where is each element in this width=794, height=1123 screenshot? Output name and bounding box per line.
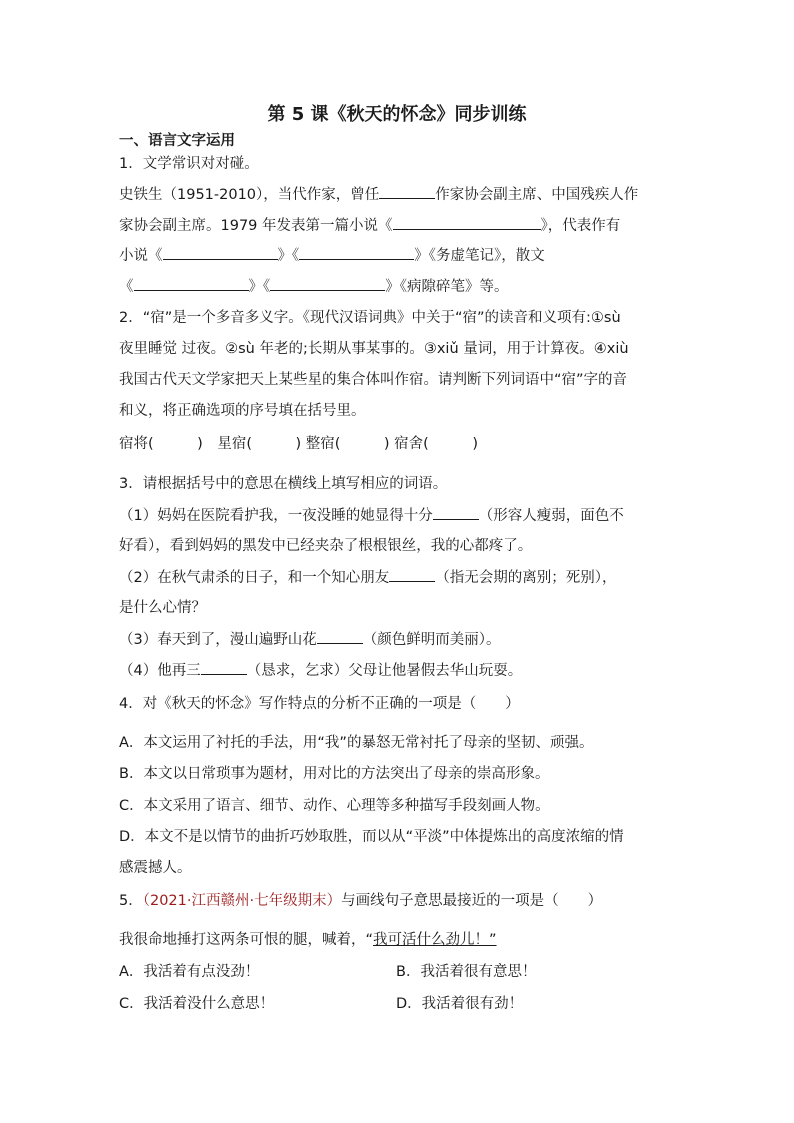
q1-line-2: 家协会副主席。1979 年发表第一篇小说《 》，代表作有 — [119, 215, 620, 236]
q4-option-d[interactable]: D．本文不是以情节的曲折巧妙取胜，而以从“平淡”中体提炼出的高度浓缩的情 — [119, 829, 624, 845]
q3-item-3: （3）春天到了，漫山遍野山花 （颜色鲜明而美丽）。 — [119, 629, 500, 650]
page-title: 第 5 课《秋天的怀念》同步训练 — [267, 104, 527, 125]
q2-answer-line: 宿将( ) 星宿( ) 整宿( ) 宿舍( ) — [119, 436, 478, 452]
q1-line-3: 小说《 》《 》《务虚笔记》，散文 — [119, 245, 545, 266]
q3-item-1: （1）妈妈在医院看护我，一夜没睡的她显得十分 （形容人瘦弱，面色不 — [119, 505, 624, 526]
answer-blank[interactable] — [270, 276, 385, 291]
q4-option-c[interactable]: C．本文采用了语言、细节、动作、心理等多种描写手段刻画人物。 — [119, 798, 550, 814]
answer-blank[interactable] — [389, 567, 435, 582]
q2-line-2: 夜里睡觉 过夜。②sù 年老的;长期从事某事的。③xiǔ 量词，用于计算夜。④xiù — [119, 341, 629, 357]
q4-option-b[interactable]: B．本文以日常琐事为题材，用对比的方法突出了母亲的崇高形象。 — [119, 766, 550, 782]
q1-line-4: 《 》《 》《病隙碎笔》等。 — [119, 276, 509, 297]
q3-item-1-cont: 好看），看到妈妈的黑发中已经夹杂了根根银丝，我的心都疼了。 — [119, 538, 533, 554]
answer-blank[interactable] — [134, 276, 249, 291]
q2-line-4: 和义，将正确选项的序号填在括号里。 — [119, 403, 366, 419]
q1-stem: 1．文学常识对对碰。 — [119, 156, 259, 172]
q2-line-3: 我国古代天文学家把天上某些星的集合体叫作宿。请判断下列词语中“宿”字的音 — [119, 372, 628, 388]
q3-item-4: （4）他再三 （恳求，乞求）父母让他暑假去华山玩耍。 — [119, 660, 522, 681]
answer-blank[interactable] — [379, 184, 435, 199]
q3-item-2-cont: 是什么心情？ — [119, 600, 206, 616]
q5-quote: 我很命地捶打这两条可恨的腿，喊着，“我可活什么劲儿！” — [119, 932, 497, 948]
answer-blank[interactable] — [393, 215, 541, 230]
q4-stem: 4．对《秋天的怀念》写作特点的分析不正确的一项是（ ） — [119, 696, 520, 712]
q5-stem: 5．（2021·江西赣州·七年级期末）与画线句子意思最接近的一项是（ ） — [119, 893, 603, 909]
q5-option-d[interactable]: D．我活着很有劲！ — [396, 996, 524, 1012]
q5-option-c[interactable]: C．我活着没什么意思！ — [119, 996, 275, 1012]
q1-line-1: 史铁生（1951-2010），当代作家，曾任 作家协会副主席、中国残疾人作 — [119, 184, 638, 205]
q2-line-1: 2．“宿”是一个多音多义字。《现代汉语词典》中关于“宿”的读音和义项有:①sù — [119, 310, 621, 326]
source-label: （2021·江西赣州·七年级期末） — [142, 893, 342, 909]
answer-blank[interactable] — [317, 629, 363, 644]
section-heading: 一、语言文字运用 — [119, 133, 235, 149]
q3-item-2: （2）在秋气肃杀的日子，和一个知心朋友 （指无会期的离别；死别）， — [119, 567, 616, 588]
q4-option-d-cont: 感震撼人。 — [119, 860, 192, 876]
underlined-sentence: 我可活什么劲儿！” — [373, 932, 497, 948]
q5-option-a[interactable]: A．我活着有点没劲！ — [119, 964, 260, 980]
q3-stem: 3．请根据括号中的意思在横线上填写相应的词语。 — [119, 476, 448, 492]
answer-blank[interactable] — [163, 245, 278, 260]
answer-blank[interactable] — [299, 245, 414, 260]
q4-option-a[interactable]: A．本文运用了衬托的手法，用“我”的暴怒无常衬托了母亲的坚韧、顽强。 — [119, 735, 594, 751]
answer-blank[interactable] — [201, 660, 247, 675]
q5-option-b[interactable]: B．我活着很有意思！ — [396, 964, 537, 980]
answer-blank[interactable] — [433, 505, 479, 520]
